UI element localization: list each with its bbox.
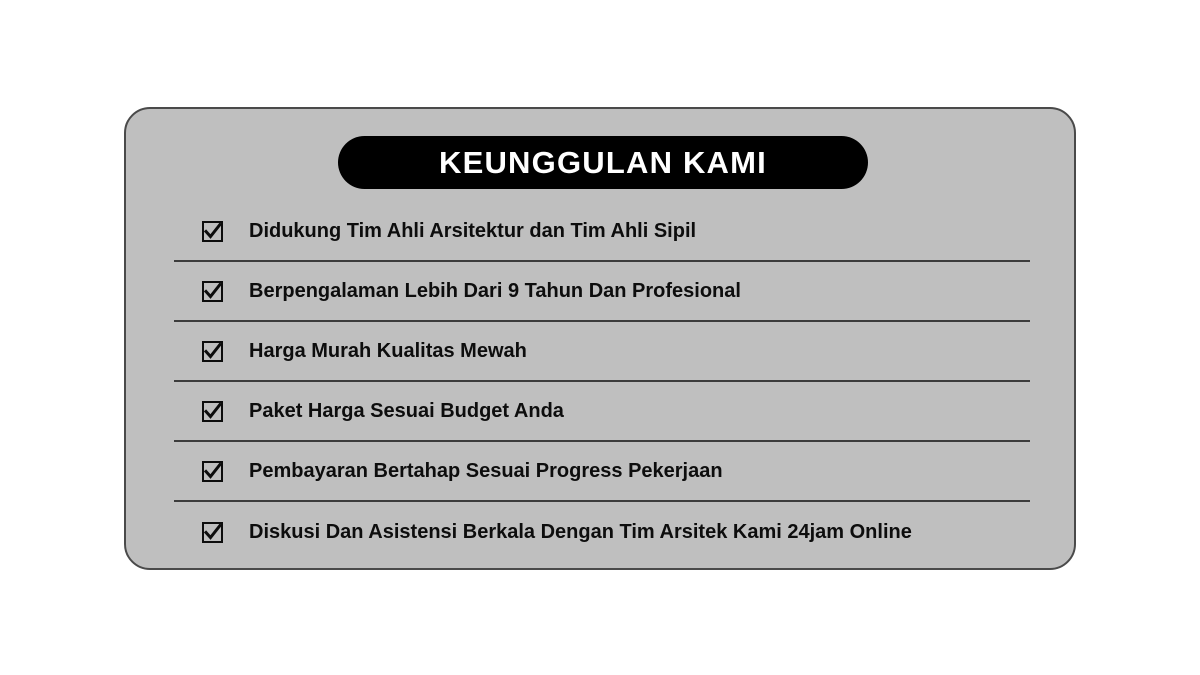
list-item: [174, 202, 1030, 262]
checkbox-checked-icon: [202, 221, 223, 242]
checkbox-checked-icon: [202, 461, 223, 482]
list-item: [174, 322, 1030, 382]
list-item-label: Didukung Tim Ahli Arsitektur dan Tim Ahli Sipil: [249, 220, 697, 242]
list-item-label: Berpengalaman Lebih Dari 9 Tahun Dan Profesional: [249, 280, 741, 302]
list-item-label: Diskusi Dan Asistensi Berkala Dengan Tim Arsitek Kami 24jam Online: [249, 521, 912, 543]
page-title: KEUNGGULAN KAMI: [439, 145, 767, 180]
card-title-pill: [338, 136, 868, 189]
list-item-label: Harga Murah Kualitas Mewah: [249, 340, 527, 362]
checkbox-checked-icon: [202, 401, 223, 422]
advantages-list: [174, 202, 1030, 562]
checkbox-checked-icon: [202, 281, 223, 302]
list-item-label: Paket Harga Sesuai Budget Anda: [249, 400, 564, 422]
checkbox-checked-icon: [202, 522, 223, 543]
list-item: [174, 502, 1030, 562]
list-item: [174, 442, 1030, 502]
list-item-label: Pembayaran Bertahap Sesuai Progress Pekerjaan: [249, 460, 723, 482]
checkbox-checked-icon: [202, 341, 223, 362]
list-item: [174, 262, 1030, 322]
list-item: [174, 382, 1030, 442]
advantages-card: [124, 107, 1076, 570]
